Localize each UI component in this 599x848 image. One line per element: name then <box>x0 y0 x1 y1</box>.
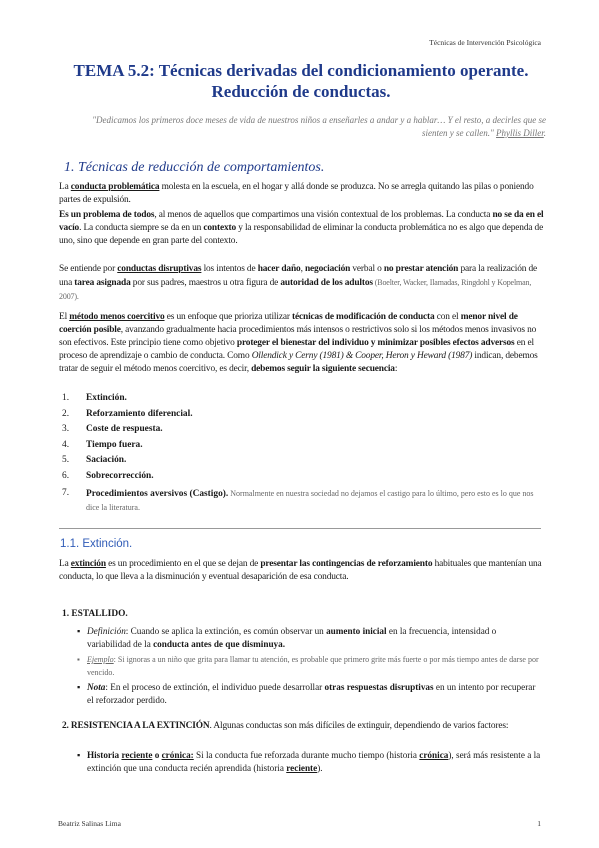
title-line-1: TEMA 5.2: Técnicas derivadas del condicionamiento operante. <box>73 61 529 80</box>
list-item: 6. Sobrecorrección. <box>62 470 154 481</box>
list-item: 4. Tiempo fuera. <box>62 439 143 450</box>
running-header: Técnicas de Intervención Psicológica <box>429 38 541 47</box>
technique-sequence-list <box>62 391 547 515</box>
bullet-definicion: ▪ Definición: Cuando se aplica la extinción, es común observar un aumento inicial en la frecuencia, intensidad o variabilidad de la conducta antes de que disminuya. <box>77 626 497 649</box>
list-item: 7. Procedimientos aversivos (Castigo). Normalmente en nuestra sociedad no dejamos el castigo para lo último, pero esto es lo que nos dice la literatura. <box>62 487 534 512</box>
bullet-ejemplo: ▪ Ejemplo: Si ignoras a un niño que grita para llamar tu atención, es probable que primero grite más fuerte o por más tiempo antes de darse por vencido. <box>77 655 539 677</box>
quote-text: "Dedicamos los primeros doce meses de vida de nuestros niños a enseñarles a andar y a hablar… Y el resto, a decirles que se sienten y se callen." <box>92 115 546 138</box>
heading-estallido: 1. ESTALLIDO. <box>62 609 128 619</box>
paragraph-extincion: La extinción es un procedimiento en el que se dejan de presentar las contingencias de reforzamiento habituales que mantenían una conducta, lo que lleva a la disminución y eventual desaparición de esa conducta. <box>59 559 542 582</box>
list-item: 1. Extinción. <box>62 393 127 403</box>
paragraph-problem-behavior: La conducta problemática molesta en la escuela, en el hogar y allá donde se produzca. No se arregla quitando las pilas o poniendo partes de expulsión. <box>59 182 534 205</box>
section-heading-1: 1. Técnicas de reducción de comportamientos. <box>64 160 325 175</box>
page-number: 1 <box>537 819 541 828</box>
heading-resistencia: 2. RESISTENCIA A LA EXTINCIÓN. Algunas conductas son más difíciles de extinguir, dependiendo de varios factores: <box>62 721 509 731</box>
list-item: 2. Reforzamiento diferencial. <box>62 408 193 419</box>
paragraph-context: Es un problema de todos, al menos de aquellos que compartimos una visión contextual de los problemas. La conducta no se da en el vacío. La conducta siempre se da en un contexto y la responsabilidad de eliminar la conducta problemática no es algo que dependa de uno, sino que depende en gran parte del contexto. <box>59 210 544 246</box>
paragraph-disruptive: Se entiende por conductas disruptivas los intentos de hacer daño, negociación verbal o no prestar atención para la realización de una tarea asignada por sus padres, maestros u otra figura de autoridad de los adultos (Boelter, Wacker, Ilamadas, Ringdohl y Kopelman, 2007). <box>59 264 538 301</box>
quote-author: Phyllis Diller <box>496 128 544 138</box>
list-item: 3. Coste de respuesta. <box>62 424 163 435</box>
title-line-2: Reducción de conductas. <box>211 82 391 101</box>
paragraph-least-coercive: El método menos coercitivo es un enfoque que prioriza utilizar técnicas de modificación de conducta con el menor nivel de coerción posible, avanzando gradualmente hacia procedimientos más intensos o restrictivos solo si los métodos menos invasivos no son efectivos. Este principio tiene como objetivo proteger el bienestar del individuo y minimizar posibles efectos adversos en el proceso de aprendizaje o cambio de conducta. Como Ollendick y Cerny (1981) & Cooper, Heron y Heward (1987) indican, debemos tratar de seguir el método menos coercitivo, es decir, debemos seguir la siguiente secuencia: <box>59 312 538 374</box>
bullet-nota: ▪ Nota: En el proceso de extinción, el individuo puede desarrollar otras respuestas disruptivas en un intento por recuperar el reforzador perdido. <box>77 682 536 705</box>
bullet-historia: ▪ Historia reciente o crónica: Si la conducta fue reforzada durante mucho tiempo (historia crónica), será más resistente a la extinción que una conducta recién aprendida (historia reciente). <box>77 750 541 773</box>
page-title <box>56 60 546 102</box>
footer-author: Beatriz Salinas Lima <box>58 819 121 828</box>
section-divider <box>59 528 541 529</box>
subsection-heading-extincion: 1.1. Extinción. <box>60 538 133 550</box>
epigraph-quote: "Dedicamos los primeros doce meses de vida de nuestros niños a enseñarles a andar y a hablar… Y el resto, a decirles que se sienten y se callen." Phyllis Diller. <box>92 115 546 138</box>
list-item: 5. Saciación. <box>62 455 127 466</box>
